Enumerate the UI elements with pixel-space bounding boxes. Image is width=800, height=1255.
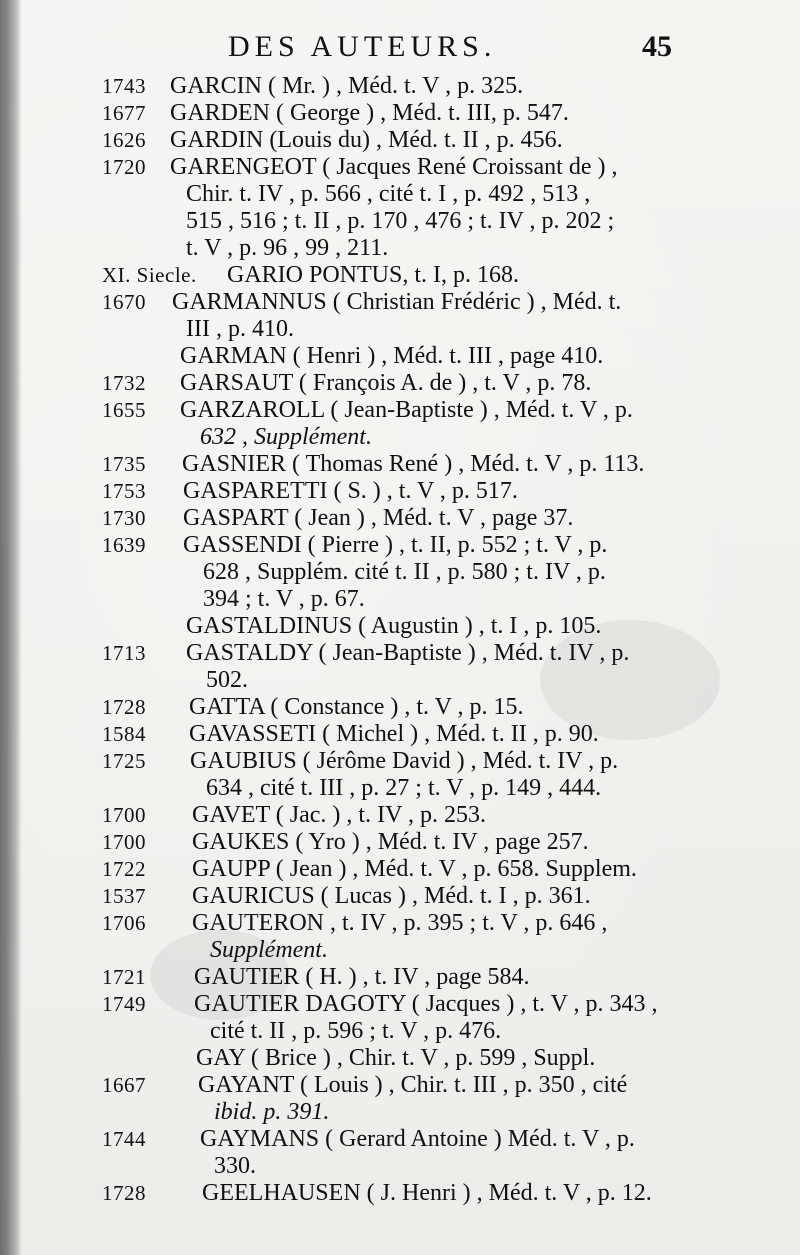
entry-year: 1732 bbox=[102, 371, 146, 395]
entry-year: 1735 bbox=[102, 452, 146, 476]
entry-text: GAYANT ( Louis ) , Chir. t. III , p. 350 , cité bbox=[198, 1072, 628, 1098]
entry-year: 1721 bbox=[102, 965, 146, 989]
entry-text: GARZAROLL ( Jean-Baptiste ) , Méd. t. V , p. bbox=[180, 397, 633, 423]
entry-continuation: Supplément. bbox=[210, 937, 328, 963]
entry-year: 1713 bbox=[102, 641, 146, 665]
entry-year: 1626 bbox=[102, 128, 146, 152]
entry-year: 1700 bbox=[102, 830, 146, 854]
entry-text: GARDEN ( George ) , Méd. t. III, p. 547. bbox=[170, 100, 569, 126]
entry-text: GAVASSETI ( Michel ) , Méd. t. II , p. 90. bbox=[189, 721, 599, 747]
entry-year: 1730 bbox=[102, 506, 146, 530]
entry-continuation: t. V , p. 96 , 99 , 211. bbox=[186, 235, 389, 261]
entry-year: 1722 bbox=[102, 857, 146, 881]
page-header bbox=[0, 28, 800, 68]
entry-text: GARMANNUS ( Christian Frédéric ) , Méd. t. bbox=[172, 289, 622, 315]
entry-text: GAUKES ( Yro ) , Méd. t. IV , page 257. bbox=[192, 829, 589, 855]
entry-continuation: 330. bbox=[214, 1153, 256, 1179]
entry-year: 1728 bbox=[102, 695, 146, 719]
entry-text: GARSAUT ( François A. de ) , t. V , p. 78. bbox=[180, 370, 592, 396]
entry-continuation: 394 ; t. V , p. 67. bbox=[203, 586, 365, 612]
entry-year: 1706 bbox=[102, 911, 146, 935]
entry-year: 1655 bbox=[102, 398, 146, 422]
entry-text: GAY ( Brice ) , Chir. t. V , p. 599 , Suppl. bbox=[196, 1045, 596, 1071]
entry-year: XI. Siecle. bbox=[102, 263, 197, 287]
entry-text: GASPARETTI ( S. ) , t. V , p. 517. bbox=[183, 478, 518, 504]
entry-continuation: 634 , cité t. III , p. 27 ; t. V , p. 149 , 444. bbox=[206, 775, 602, 801]
entry-text: GASPART ( Jean ) , Méd. t. V , page 37. bbox=[183, 505, 574, 531]
entry-text: GASTALDY ( Jean-Baptiste ) , Méd. t. IV , p. bbox=[186, 640, 630, 666]
entry-text: GAUTIER ( H. ) , t. IV , page 584. bbox=[194, 964, 530, 990]
entry-continuation: 515 , 516 ; t. II , p. 170 , 476 ; t. IV , p. 202 ; bbox=[186, 208, 615, 234]
entry-continuation: cité t. II , p. 596 ; t. V , p. 476. bbox=[210, 1018, 502, 1044]
entry-year: 1700 bbox=[102, 803, 146, 827]
entry-year: 1720 bbox=[102, 155, 146, 179]
entry-text: GAURICUS ( Lucas ) , Méd. t. I , p. 361. bbox=[192, 883, 591, 909]
running-title: DES AUTEURS. bbox=[228, 30, 497, 63]
entry-year: 1725 bbox=[102, 749, 146, 773]
entry-text: GASSENDI ( Pierre ) , t. II, p. 552 ; t. V , p. bbox=[183, 532, 608, 558]
entry-year: 1670 bbox=[102, 290, 146, 314]
entry-continuation: 632 , Supplément. bbox=[200, 424, 372, 450]
entry-continuation: Chir. t. IV , p. 566 , cité t. I , p. 492 , 513 , bbox=[186, 181, 591, 207]
entry-continuation: III , p. 410. bbox=[186, 316, 294, 342]
entry-text: GASTALDINUS ( Augustin ) , t. I , p. 105. bbox=[186, 613, 602, 639]
entry-text: GAYMANS ( Gerard Antoine ) Méd. t. V , p. bbox=[200, 1126, 635, 1152]
entry-text: GEELHAUSEN ( J. Henri ) , Méd. t. V , p. 12. bbox=[202, 1180, 652, 1206]
entry-year: 1677 bbox=[102, 101, 146, 125]
entry-text: GARIO PONTUS, t. I, p. 168. bbox=[227, 262, 520, 288]
entry-year: 1667 bbox=[102, 1073, 146, 1097]
entry-text: GAUTERON , t. IV , p. 395 ; t. V , p. 646 , bbox=[192, 910, 608, 936]
entry-text: GARMAN ( Henri ) , Méd. t. III , page 410. bbox=[180, 343, 604, 369]
entry-text: GARENGEOT ( Jacques René Croissant de ) , bbox=[170, 154, 618, 180]
entry-year: 1728 bbox=[102, 1181, 146, 1205]
entry-year: 1584 bbox=[102, 722, 146, 746]
entry-year: 1639 bbox=[102, 533, 146, 557]
page-binding-edge bbox=[0, 0, 22, 1255]
entry-text: GAUPP ( Jean ) , Méd. t. V , p. 658. Supplem. bbox=[192, 856, 637, 882]
entry-text: GAUBIUS ( Jérôme David ) , Méd. t. IV , p. bbox=[190, 748, 619, 774]
entry-year: 1749 bbox=[102, 992, 146, 1016]
page-number: 45 bbox=[642, 30, 672, 63]
entry-continuation: 502. bbox=[206, 667, 248, 693]
entry-year: 1744 bbox=[102, 1127, 146, 1151]
entry-text: GARDIN (Louis du) , Méd. t. II , p. 456. bbox=[170, 127, 563, 153]
entry-text: GASNIER ( Thomas René ) , Méd. t. V , p. 113. bbox=[182, 451, 645, 477]
entry-continuation: ibid. p. 391. bbox=[214, 1099, 330, 1125]
entry-text: GATTA ( Constance ) , t. V , p. 15. bbox=[189, 694, 524, 720]
entry-continuation: 628 , Supplém. cité t. II , p. 580 ; t. IV , p. bbox=[203, 559, 606, 585]
entry-text: GAVET ( Jac. ) , t. IV , p. 253. bbox=[192, 802, 486, 828]
entry-year: 1537 bbox=[102, 884, 146, 908]
entry-year: 1743 bbox=[102, 74, 146, 98]
entry-year: 1753 bbox=[102, 479, 146, 503]
entry-text: GARCIN ( Mr. ) , Méd. t. V , p. 325. bbox=[170, 73, 524, 99]
entry-text: GAUTIER DAGOTY ( Jacques ) , t. V , p. 343 , bbox=[194, 991, 658, 1017]
